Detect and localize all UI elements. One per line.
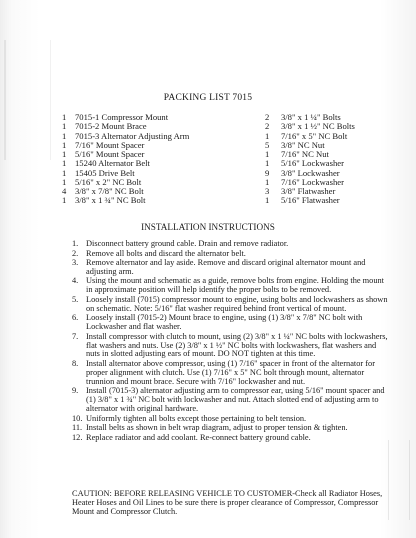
instruction-step (72, 333, 390, 360)
qty: 2 (265, 112, 270, 122)
step-text: Replace radiator and add coolant. Re-connect battery ground cable. (86, 432, 311, 442)
step-number: 7. (72, 331, 79, 341)
step-text: Loosely install (7015-2) Mount brace to engine, using (1) 3/8" x 7/8" NC bolt with Lockwasher and flat washer. (86, 313, 363, 332)
step-number: 12. (72, 432, 83, 442)
step-text: Install alternator above compressor, using (1) 7/16" spacer in front of the alternator for proper alignment with clutch. Use (1) 7/16" x 5" NC bolt through mount, alternator trunnion and mount brace. Secure with 7/16" lockwasher and nut. (86, 358, 375, 386)
item: 3/8" x 1 ¼" Bolts (281, 112, 341, 122)
qty: 1 (62, 167, 67, 178)
item: 3/8" x 1 ¾" NC Bolt (75, 195, 146, 206)
item: 15240 Alternator Belt (75, 158, 150, 169)
step-number: 8. (72, 358, 79, 368)
item: 7/16" Mount Spacer (75, 139, 145, 150)
step-text: Disconnect battery ground cable. Drain and remove radiator. (86, 239, 289, 248)
step-number: 1. (72, 239, 79, 248)
step-text: Install belts as shown in belt wrap diagram, adjust to proper tension & tighten. (86, 423, 348, 433)
qty: 1 (62, 176, 67, 187)
qty: 1 (62, 121, 67, 132)
step-text: Uniformly tighten all bolts except those pertaining to belt tension. (86, 413, 307, 423)
item: 5/16" Lockwasher (281, 158, 344, 169)
step-text: Remove alternator and lay aside. Remove and discard original alternator mount and adjusting arm. (86, 258, 366, 276)
item: 7015-2 Mount Brace (75, 121, 147, 132)
qty: 1 (62, 149, 67, 159)
item: 5/16" x 2" NC Bolt (75, 176, 142, 187)
installation-title: INSTALLATION INSTRUCTIONS (141, 222, 275, 232)
item: 7/16" Lockwasher (281, 176, 344, 187)
step-number: 6. (72, 313, 79, 323)
instruction-step (72, 387, 390, 414)
step-text: Install compressor with clutch to mount, using (2) 3/8" x 1 ¼" NC bolts with lockwashers, flat washers and nuts. Use (2) 3/8" x 1 ½" NC bolts with lockwashers, flat washers and nuts in slotted adjusting ears of mount. DO NOT tighten at this time. (86, 331, 388, 359)
packing-list-table (62, 113, 387, 206)
item: 5/16" Flatwasher (281, 195, 340, 206)
instruction-list (72, 240, 390, 443)
step-text: Using the mount and schematic as a guide, remove bolts from engine. Holding the mount in approximate position will help identify the proper bolts to be removed. (86, 276, 384, 295)
instruction-step (72, 259, 390, 277)
qty: 1 (265, 130, 270, 141)
qty: 1 (265, 149, 270, 159)
qty: 3 (265, 186, 270, 196)
instruction-step (72, 360, 390, 387)
step-number: 9. (72, 386, 79, 396)
item: 7015-1 Compressor Mount (75, 112, 169, 122)
qty: 5 (265, 139, 270, 150)
item: 3/8" x 1 ½" NC Bolts (281, 121, 355, 132)
item: 15405 Drive Belt (75, 167, 135, 178)
item: 3/8" NC Nut (281, 139, 325, 150)
qty: 1 (62, 112, 67, 122)
qty: 1 (62, 195, 67, 206)
qty: 9 (265, 167, 270, 178)
instruction-step (72, 314, 390, 332)
item: 7015-3 Alternator Adjusting Arm (75, 130, 190, 141)
step-text: Loosely install (7015) compressor mount to engine, using bolts and lockwashers as shown on schematic. Note: 5/16" flat washer required behind front vertical of mount. (86, 294, 388, 313)
qty: 1 (62, 130, 67, 141)
instruction-step (72, 240, 390, 249)
instruction-step (72, 434, 390, 443)
step-number: 5. (72, 294, 79, 304)
packing-list-title: PACKING LIST 7015 (163, 93, 253, 103)
step-text: Remove all bolts and discard the alternator belt. (86, 248, 246, 258)
step-number: 4. (72, 276, 79, 286)
instruction-step (72, 296, 390, 314)
qty: 4 (62, 186, 67, 196)
qty: 1 (265, 195, 270, 206)
item: 3/8" Flatwasher (281, 186, 336, 196)
item: 7/16" NC Nut (281, 149, 329, 159)
qty: 2 (265, 121, 270, 132)
item: 5/16" Mount Spacer (75, 149, 145, 159)
qty: 1 (62, 139, 67, 150)
step-number: 11. (72, 423, 83, 433)
instruction-step (72, 424, 390, 433)
qty: 1 (265, 158, 270, 169)
instruction-step (72, 277, 390, 295)
step-number: 2. (72, 248, 79, 258)
caution-note: CAUTION: BEFORE RELEASING VEHICLE TO CUSTOMER-Check all Radiator Hoses, Heater Hoses and Oil Lines to be sure there is proper clearance of Compressor, Compressor Mount and Compressor Clutch. (72, 489, 383, 516)
qty: 1 (265, 176, 270, 187)
packing-row (62, 196, 387, 205)
step-number: 3. (72, 258, 79, 267)
step-text: Install (7015-3) alternator adjusting arm to compressor ear, using 5/16" mount spacer and (1) 3/8" x 1 ¾" NC bolt with lockwasher and nut. Attach slotted end of adjusting arm to alternator with original hardware. (86, 386, 385, 414)
item: 7/16" x 5" NC Bolt (281, 130, 348, 141)
item: 3/8" Lockwasher (281, 167, 340, 178)
step-number: 10. (72, 413, 83, 423)
item: 3/8" x 7/8" NC Bolt (75, 186, 144, 196)
qty: 1 (62, 158, 67, 169)
